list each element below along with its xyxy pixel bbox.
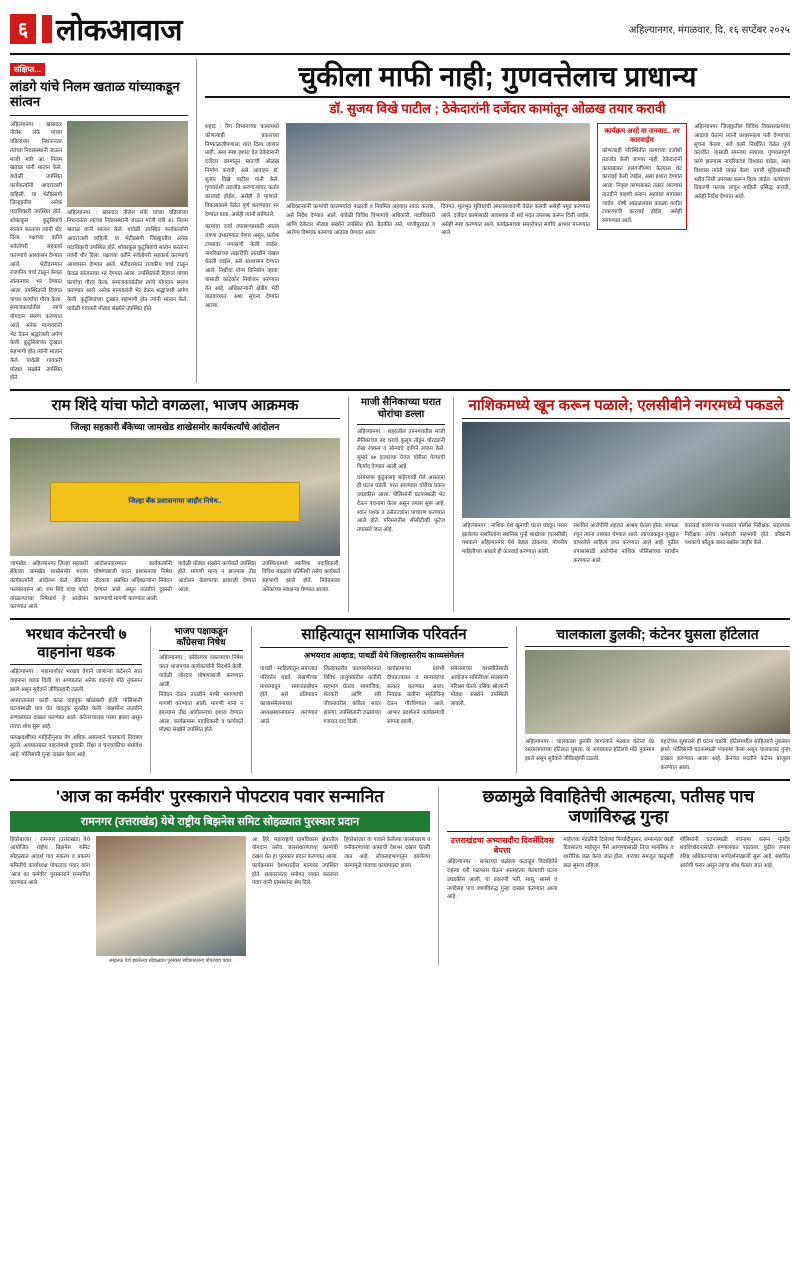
protest-banner-photo — [10, 438, 340, 556]
story-hotel-crash — [525, 626, 790, 773]
s4-story1-col-1: हिवरेबाजार : रामनगर (उत्तराखंड) येथे आयोजित राष्ट्रीय बिझनेस समिट सोहळ्यात आदर्श गाव संकल्प व प्रकल्प समितीचे कार्याध्यक्ष पोपटराव पवार यांना 'आज का कर्मवीर' पुरस्काराने सन्मानित करण्यात आले. — [10, 836, 90, 887]
story1-col-2: आंदोलनादरम्यान कार्यकर्त्यांनी घोषणाबाजी करत प्रशासनाचा निषेध नोंदवला. संबंधित अधिकाऱ्यांना निवेदन देण्यात आले असून तातडीने दुरुस्ती करण्याची मागणी करण्यात आली. — [94, 560, 172, 602]
section-four — [10, 787, 790, 966]
brief-body-b: अहिल्यानगर : खासदार नीलेश लंके यांच्या वडिलांच्या निधनानंतर त्यांच्या निवासस्थानी जाऊन माजी मंत्री आ. निलम खताळ यांनी सांत्वन केले. यावेळी उपस्थित कार्यकर्त्यांनी आदरांजली वाहिली. या भेटीप्रसंगी जिल्ह्यातील अनेक पदाधिकारी उपस्थित होते. शोकाकुल कुटुंबियांचे सांत्वन करताना त्यांनी धीर दिला. पक्षाच्या वतीने सर्वतोपरी सहकार्य करण्याचे आश्वासन देण्यात आले. भेटीदरम्यान राजकीय चर्चा टाळून केवळ सांत्वनावर भर देण्यात आला. उपस्थितांनी दिवंगत यांच्या कार्याचा गौरव केला. समाजकार्यातील त्यांचे योगदान स्मरण करण्यात आले. अनेक मान्यवरांनी भेट देऊन श्रद्धांजली अर्पण केली. कुटुंबियांच्या दुःखात सहभागी होत त्यांनी सांत्वन केले. यावेळी गावकरी मोठ्या संख्येने उपस्थित होते. — [67, 209, 188, 312]
s3-story3-col-4: संमेलनाच्या यशस्वीतेसाठी आयोजन समितीच्या सदस्यांनी परिश्रम घेतले. रसिक श्रोत्यांनी मोठ्या संख्येने उपस्थिती लावली. — [450, 666, 508, 708]
s3-story2-col-2: निवेदन देऊन तातडीने माफी मागण्याची मागणी करण्यात आली. मागणी मान्य न झाल्यास तीव्र आंदोलनाचा इशारा देण्यात आला. कार्यक्रमास पदाधिकारी व कार्यकर्ते मोठ्या संख्येने उपस्थित होते. — [159, 692, 243, 734]
story3-headline: नाशिकमध्ये खून करून पळाले; एलसीबीने नगरमध्ये पकडले — [468, 397, 784, 415]
s4-green-bar: रामनगर (उत्तराखंड) येथे राष्ट्रीय बिझनेस समिट सोहळ्यात पुरस्कार प्रदान — [10, 811, 430, 832]
s4-story2-headline: छळामुळे विवाहितेची आत्महत्या, पतीसह पाच जणांविरुद्ध गुन्हा — [482, 786, 755, 826]
story3-col-2: संशयित आरोपींनी शहरात आश्रय घेतला होता. सापळा रचून त्यांना ताब्यात घेण्यात आले. त्यांच्याकडून गुन्ह्यात वापरलेले साहित्य जप्त करण्यात आले आहे. पुढील तपासासाठी आरोपींना नाशिक पोलिसांच्या स्वाधीन करण्यात आले. — [573, 522, 679, 564]
story3-col-3: कारवाई करणाऱ्या पथकात पोलीस निरीक्षक, सहाय्यक निरीक्षक तसेच कर्मचारी सहभागी होते. वरिष्ठांनी पथकाचे कौतुक करत बक्षीस जाहीर केले. — [684, 522, 790, 547]
page-number: ६ — [10, 14, 36, 44]
s4-story2-col-1: अहिल्यानगर : सासरच्या छळाला कंटाळून विवाहितेने राहत्या घरी गळफास घेऊन आत्महत्या केल्याची घटना उघडकीस आली. या प्रकरणी पती, सासू, सासरे व नणंदेसह पाच जणांविरुद्ध गुन्हा दाखल करण्यात आला आहे. — [447, 859, 558, 901]
s4-story1-col-2: आ. हिरे, महाराष्ट्राचे ग्रामविकास क्षेत्रातील योगदान तसेच जलसंधारणाच्या कामांची दखल घेत हा पुरस्कार प्रदान करण्यात आला. कार्यक्रमास देशभरातील मान्यवर उपस्थित होते. सत्कारानंतर मनोगत व्यक्त करताना पवार यांनी ग्रामस्थांना श्रेय दिले. — [252, 836, 338, 887]
s4-story2-col-3: पोलिसांनी घटनास्थळी पंचनामा करून मृतदेह शवविच्छेदनासाठी रुग्णालयात पाठवला. पुढील तपास वरिष्ठ अधिकाऱ्यांच्या मार्गदर्शनाखाली सुरू आहे. संशयित आरोपी फरार असून त्यांचा शोध घेतला जात आहे. — [679, 836, 790, 869]
dateline: अहिल्यानगर, मंगळवार, दि. १६ सप्टेंबर २०२५ — [628, 24, 790, 36]
s4-story1-col-3: हिवरेबाजार या गावाने केलेल्या जलसंधारण व वनीकरणाच्या कामाची देशभर दखल घेतली जात आहे. लोकसहभागातून झालेल्या कामांमुळे गावाचा कायापालट झाला. — [344, 836, 430, 869]
boxed-note-title: कार्यक्रम असो वा जनवाट.. तर कारवाईच — [604, 128, 680, 145]
s3-story4-headline: चालकाला डुलकी; कंटेनर घुसला हॉटेलात — [556, 626, 759, 643]
story-award — [10, 787, 430, 966]
brief-headline: लांडगे यांचे निलम खताळ यांच्याकडून सांत्वन — [10, 79, 180, 110]
story-ram-shinde-photo — [10, 397, 340, 612]
story3-col-1: अहिल्यानगर : नाशिक येथे खुनाची घटना घडवून पसार झालेल्या संशयितांना स्थानिक गुन्हे शाखेच्या (एलसीबी) पथकाने अहिल्यानगर येथे बेड्या ठोकल्या. गोपनीय माहितीच्या आधारे ही कारवाई करण्यात आली. — [462, 522, 568, 556]
s3-story1-col-3: प्रत्यक्षदर्शींच्या माहितीनुसार वेग अधिक असल्याने चालकाचे नियंत्रण सुटले. अपघातग्रस्त वाहनांमध्ये दुचाकी, रिक्षा व चारचाकींचा समावेश आहे. पोलिसांनी गुन्हा दाखल केला आहे. — [10, 734, 142, 759]
masthead — [10, 8, 790, 55]
protest-banner-text: जिल्हा बँक प्रशासनाचा जाहीर निषेध.. — [50, 482, 301, 522]
story1-subhead: जिल्हा सहकारी बँकेच्या जामखेड शाखेसमोर कार्यकर्त्यांचे आंदोलन — [70, 421, 280, 432]
left-brief-column — [10, 59, 188, 383]
s3-story4-col-1: अहिल्यानगर : चालकाला डुलकी लागल्याने भरधाव कंटेनर थेट रस्त्यालगतच्या हॉटेलात घुसला. या अपघातात हॉटेलचे मोठे नुकसान झाले असून सुदैवाने जीवितहानी टळली. — [525, 738, 655, 763]
lead-column-2: अधिकाऱ्यांनी कामांची कालमर्यादा पाळावी व नियमित अहवाल सादर करावा, असे निर्देश देण्यात आले. यावेळी विविध विभागांचे अधिकारी, पदाधिकारी आणि ठेकेदार मोठ्या संख्येने उपस्थित होते. बैठकीत रस्ते, पाणीपुरवठा व आरोग्य विषयक कामांचा आढावा घेण्यात आला. — [286, 204, 435, 237]
speech-event-photo — [286, 123, 590, 201]
lead-story — [205, 59, 790, 383]
story-bjp-protest — [159, 626, 243, 773]
s3-story3-subhead: अभयराव आव्हाड; पाथर्डी येथे जिल्हास्तरीय काव्यसंमेलन — [304, 650, 464, 660]
story-soldier-theft — [357, 397, 445, 612]
story-literature — [260, 626, 508, 773]
s3-story1-col-1: अहिल्यानगर : महामार्गावर भरधाव वेगाने जाणाऱ्या कंटेनरने सात वाहनांना धडक दिली. या अपघातात अनेक वाहनांचे मोठे नुकसान झाले असून सुदैवाने जीवितहानी टळली. — [10, 669, 142, 693]
story1-col-4: उपस्थितांमध्ये स्थानिक पदाधिकारी, विविध मंडळांचे प्रतिनिधी तसेच कार्यकर्ते सहभागी झाले होते. निवेदनावर अनेकांच्या स्वाक्षऱ्या घेण्यात आल्या. — [262, 560, 340, 593]
s3-story3-col-3: कार्यक्रमाच्या प्रारंभी दीपप्रज्वलन व मान्यवरांचा सत्कार करण्यात आला. निवडक कवींना स्मृतिचिन्ह देऊन गौरविण्यात आले. आभार प्रदर्शनाने कार्यक्रमाची सांगता झाली. — [387, 666, 445, 725]
award-photo-caption: लखनऊ येथे झालेल्या सोहळ्यात पुरस्कार स्वीकारताना पोपटराव पवार. — [109, 957, 233, 964]
s3-story1-col-2: अपघातानंतर काही काळ वाहतूक खोळंबली होती. पोलिसांनी घटनास्थळी धाव घेत वाहतूक सुरळीत केली. जखमींना तातडीने रुग्णालयात दाखल करण्यात आले. कंटेनरचालक पसार झाला असून त्याचा शोध सुरू आहे. — [10, 697, 142, 730]
lead-column-1b: कामांचा दर्जा तपासण्यासाठी स्वतंत्र यंत्रणा उभारण्यात येणार असून, प्रत्येक टप्प्यावर तपासणी केली जाईल. नागरिकांच्या तक्रारींची तातडीने दखल घेतली जाईल, असे आश्वासन देण्यात आले. निधीचा योग्य विनियोग व्हावा, यासाठी काटेकोर नियोजन करण्यात येत आहे. अधिकाऱ्यांनी क्षेत्रीय भेटी वाढवाव्यात, अशा सूचना देण्यात आल्या. — [205, 224, 279, 310]
story-dowry-suicide — [447, 787, 790, 966]
s4-story2-subhead: उत्तराखंडचा अभ्यासदौरा दिवसेंदिवस बेपत्ता — [450, 835, 554, 856]
s4-story1-headline: 'आज का कर्मवीर' पुरस्काराने पोपटराव पवार सन्मानित — [56, 786, 384, 806]
award-ceremony-photo — [96, 836, 246, 956]
lead-right-column: अहिल्यानगर जिल्ह्यातील विविध विकासकामांचा आढावा घेताना त्यांनी प्रशासनाला गती देण्याच्या सूचना केल्या. सर्व कामे निर्धारित वेळेत पूर्ण करावीत, यासाठी समन्वय साधावा. गुणवत्तापूर्ण कामे झाल्यास नागरिकांचा विश्वास वाढेल, असा विश्वास त्यांनी व्यक्त केला. नागरी सुविधांसाठी भरीव निधी उपलब्ध करून दिला जाईल. कामांच्या ठिकाणी फलक लावून माहिती प्रसिद्ध करावी, असेही निर्देश देण्यात आले. — [694, 124, 790, 201]
s3-story3-col-2: जिल्हास्तरीय काव्यसंमेलनात विविध तालुक्यांतील कवींनी सहभाग घेतला. सामाजिक, शेतकरी आणि स्त्री जीवनावरील कविता सादर झाल्या. उपस्थितांनी टाळ्यांच्या गजरात दाद दिली. — [323, 666, 381, 725]
story1-headline: राम शिंदे यांचा फोटो वगळला, भाजप आक्रमक — [51, 397, 299, 415]
s3-story1-headline: भरधाव कंटेनरची ७ वाहनांना धडक — [25, 626, 127, 661]
boxed-note-text: कोणत्याही परिस्थितीत कामाच्या दर्जाशी तडजोड केली जाणार नाही. ठेकेदारांनी कामाबाबत हलगर्जीपणा केल्यास थेट कारवाई केली जाईल, असा इशारा देण्यात आला. निकृष्ट कामाबाबत तक्रार आल्यास तातडीने पाहणी करून अहवाल मागवला जाईल. दोषी आढळल्यास काळ्या यादीत टाकण्याची कारवाई होईल, असेही सांगण्यात आले. — [602, 148, 682, 225]
lead-boxed-note — [597, 123, 687, 230]
story2-col-1: अहिल्यानगर : शहरातील उपनगरातील माजी सैनिकाच्या बंद घराचे कुलूप तोडून चोरट्यांनी रोख रक्कम व सोन्याचे दागिने लंपास केले. सुमारे ७० हजारांचा ऐवज चोरीला गेल्याची फिर्याद देण्यात आली आहे. — [357, 428, 445, 470]
s3-story4-col-2: पहाटेच्या सुमारास ही घटना घडली. हॉटेलमधील साहित्याचे नुकसान झाले. पोलिसांनी घटनास्थळी पंचनामा केला असून चालकावर गुन्हा दाखल करण्यात आला आहे. क्रेनच्या मदतीने कंटेनर बाजूला करण्यात आला. — [660, 738, 790, 771]
brief-kicker: संक्षिप्त... — [10, 63, 45, 76]
condolence-meeting-photo — [67, 121, 188, 207]
story-nashik-murder — [462, 397, 790, 612]
s3-story2-headline: भाजप पक्षाकडून काँग्रेसचा निषेध — [174, 626, 228, 647]
story2-headline: माजी सैनिकाच्या घरात चोरांचा डल्ला — [361, 397, 441, 420]
publication-title: लोकआवाज — [56, 14, 183, 47]
lead-column-1: शहाद : रिंग विभागाच्या कामांमध्ये कोणत्याही प्रकारच्या निष्काळजीपणाला थारा दिला जाणार नाही, असा स्पष्ट इशारा देत ठेकेदारांनी दर्जेदार कामांतून स्वतःची ओळख निर्माण करावी, असे आवाहन डॉ. सुजय विखे पाटील यांनी केले. गुणवत्तेशी तडजोड करणाऱ्यांवर कठोर कारवाई होईल, असेही ते म्हणाले. विकासकामे वेळेत पूर्ण करण्यावर भर देण्यात यावा, असेही त्यांनी सांगितले. — [205, 124, 279, 218]
brief-body-a: अहिल्यानगर : खासदार नीलेश लंके यांच्या वडिलांच्या निधनानंतर त्यांच्या निवासस्थानी जाऊन माजी मंत्री आ. निलम खताळ यांनी सांत्वन केले. यावेळी उपस्थित कार्यकर्त्यांनी आदरांजली वाहिली. या भेटीप्रसंगी जिल्ह्यातील अनेक पदाधिकारी उपस्थित होते. शोकाकुल कुटुंबियांचे सांत्वन करताना त्यांनी धीर दिला. पक्षाच्या वतीने सर्वतोपरी सहकार्य करण्याचे आश्वासन देण्यात आले. भेटीदरम्यान राजकीय चर्चा टाळून केवळ सांत्वनावर भर देण्यात आला. उपस्थितांनी दिवंगत यांच्या कार्याचा गौरव केला. समाजकार्यातील त्यांचे योगदान स्मरण करण्यात आले. अनेक मान्यवरांनी भेट देऊन श्रद्धांजली अर्पण केली. कुटुंबियांच्या दुःखात सहभागी होत त्यांनी सांत्वन केले. यावेळी गावकरी मोठ्या संख्येने उपस्थित होते. — [10, 121, 63, 382]
logo-mark-icon — [42, 15, 52, 43]
lead-subheadline: डॉ. सुजय विखे पाटील ; ठेकेदारांनी दर्जेदार कामांतून ओळख तयार करावी — [329, 101, 666, 117]
story1-col-3: यावेळी मोठ्या संख्येने कार्यकर्ते उपस्थित होते. मागणी मान्य न झाल्यास तीव्र आंदोलन छेडण्याचा इशाराही देण्यात आला. — [178, 560, 256, 593]
top-section — [10, 59, 790, 383]
lead-column-3: दिवंगत, मूलभूत सुविधांची अंमलबजावणी वेळेत करावी असेही नमूद करण्यात आले. दर्जेदार कामांसाठी आवश्यक ती सर्व मदत उपलब्ध करून दिली जाईल, असेही स्पष्ट करण्यात आले. कार्यक्रमाच्या समारोपात सर्वांचे आभार मानण्यात आले. — [441, 204, 590, 237]
container-hotel-crash-photo — [525, 650, 790, 734]
police-arrest-photo — [462, 422, 790, 518]
story1-col-1: जामखेड : अहिल्यानगर जिल्हा सहकारी बँकेच्या जामखेड शाखेसमोर भाजप कार्यकर्त्यांनी आंदोलन केले. बँकेच्या फलकावरून आ. राम शिंदे यांचा फोटो वगळल्याच्या निषेधार्थ हे आंदोलन करण्यात आले. — [10, 560, 88, 611]
s3-story2-col-1: अहिल्यानगर : काँग्रेसच्या वक्तव्याचा निषेध करत भाजपच्या कार्यकर्त्यांनी निदर्शने केली. यावेळी जोरदार घोषणाबाजी करण्यात आली. — [159, 655, 243, 688]
story-container-crash — [10, 626, 142, 773]
lead-headline: चुकीला माफी नाही; गुणवत्तेलाच प्राधान्य — [298, 61, 697, 92]
section-two — [10, 397, 790, 612]
s4-story2-col-2: माहेरच्या मंडळींनी दिलेल्या फिर्यादीनुसार, लग्नानंतर काही दिवसांतच माहेरहून पैसे आणण्यासाठी तिचा मानसिक व शारीरिक छळ केला जात होता. वारंवार समजूत काढूनही छळ सुरूच राहिला. — [563, 836, 674, 869]
story2-col-2: घरमालक कुटुंबासह बाहेरगावी गेले असताना ही घटना घडली. परत आल्यावर चोरीचा प्रकार उघडकीस आला. पोलिसांनी घटनास्थळी भेट देऊन पंचनामा केला असून तपास सुरू आहे. श्वान पथक व ठसेतज्ज्ञांना पाचारण करण्यात आले होते. परिसरातील सीसीटीव्ही फुटेज तपासले जात आहे. — [357, 474, 445, 533]
s3-story3-headline: साहित्यातून सामाजिक परिवर्तन — [301, 626, 467, 644]
section-three — [10, 626, 790, 773]
s3-story3-col-1: पाथर्डी : साहित्यातून समाजात परिवर्तन घडते. लेखणीच्या माध्यमातून समाजप्रबोधन होते, असे प्रतिपादन काव्यसंमेलनाच्या अध्यक्षस्थानावरून करण्यात आले. — [260, 666, 318, 725]
